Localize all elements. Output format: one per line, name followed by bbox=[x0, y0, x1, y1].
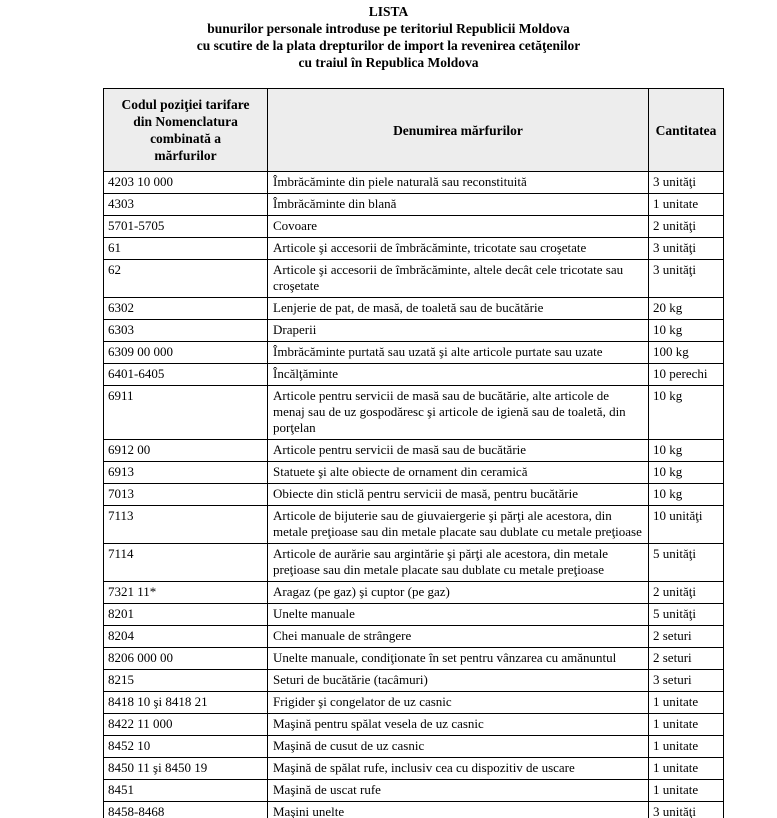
name-cell: Draperii bbox=[268, 320, 649, 342]
code-cell: 8452 10 bbox=[104, 736, 268, 758]
qty-cell: 1 unitate bbox=[649, 736, 724, 758]
header-cell-code bbox=[104, 89, 268, 172]
table-row bbox=[104, 298, 724, 320]
name-cell: Lenjerie de pat, de masă, de toaletă sau de bucătărie bbox=[268, 298, 649, 320]
qty-cell: 1 unitate bbox=[649, 714, 724, 736]
code-cell: 61 bbox=[104, 238, 268, 260]
table-body bbox=[104, 172, 724, 818]
table-row bbox=[104, 216, 724, 238]
table-row bbox=[104, 544, 724, 582]
qty-cell: 3 unităţi bbox=[649, 238, 724, 260]
name-cell: Covoare bbox=[268, 216, 649, 238]
name-cell: Îmbrăcăminte purtată sau uzată şi alte articole purtate sau uzate bbox=[268, 342, 649, 364]
code-cell: 7013 bbox=[104, 484, 268, 506]
code-cell: 8422 11 000 bbox=[104, 714, 268, 736]
qty-cell: 3 seturi bbox=[649, 670, 724, 692]
code-cell: 6911 bbox=[104, 386, 268, 440]
name-cell: Unelte manuale bbox=[268, 604, 649, 626]
table-row bbox=[104, 604, 724, 626]
code-cell: 8201 bbox=[104, 604, 268, 626]
document-title bbox=[0, 0, 777, 71]
table-row bbox=[104, 670, 724, 692]
name-cell: Maşină pentru spălat vesela de uz casnic bbox=[268, 714, 649, 736]
title-line-3: cu scutire de la plata drepturilor de import la revenirea cetăţenilor bbox=[196, 38, 581, 53]
code-cell: 6309 00 000 bbox=[104, 342, 268, 364]
code-cell: 7114 bbox=[104, 544, 268, 582]
table-row bbox=[104, 440, 724, 462]
qty-cell: 10 kg bbox=[649, 320, 724, 342]
code-cell: 4203 10 000 bbox=[104, 172, 268, 194]
code-cell: 6303 bbox=[104, 320, 268, 342]
code-cell: 7113 bbox=[104, 506, 268, 544]
table-row bbox=[104, 194, 724, 216]
qty-cell: 100 kg bbox=[649, 342, 724, 364]
name-cell: Chei manuale de strângere bbox=[268, 626, 649, 648]
header-cell-quantity: Cantitatea bbox=[649, 89, 724, 172]
title-line-4: cu traiul în Republica Moldova bbox=[298, 55, 479, 70]
table-row bbox=[104, 364, 724, 386]
code-cell: 8215 bbox=[104, 670, 268, 692]
name-cell: Articole pentru servicii de masă sau de bucătărie, alte articole de menaj sau de uz gospodăresc şi articole de igienă sau de toaletă, din porţelan bbox=[268, 386, 649, 440]
code-cell: 6401-6405 bbox=[104, 364, 268, 386]
name-cell: Îmbrăcăminte din blană bbox=[268, 194, 649, 216]
code-cell: 6912 00 bbox=[104, 440, 268, 462]
table-row bbox=[104, 582, 724, 604]
table-row bbox=[104, 462, 724, 484]
code-cell: 7321 11* bbox=[104, 582, 268, 604]
code-cell: 6302 bbox=[104, 298, 268, 320]
title-line-2: bunurilor personale introduse pe teritoriul Republicii Moldova bbox=[207, 21, 570, 36]
name-cell: Îmbrăcăminte din piele naturală sau reconstituită bbox=[268, 172, 649, 194]
table-row bbox=[104, 506, 724, 544]
qty-cell: 10 kg bbox=[649, 440, 724, 462]
title-line-main: LISTA bbox=[368, 4, 409, 19]
qty-cell: 1 unitate bbox=[649, 780, 724, 802]
qty-cell: 1 unitate bbox=[649, 692, 724, 714]
table-row bbox=[104, 342, 724, 364]
code-cell: 8458-8468 bbox=[104, 802, 268, 818]
header-code-line: Codul poziţiei tarifare bbox=[121, 97, 250, 112]
code-cell: 6913 bbox=[104, 462, 268, 484]
qty-cell: 1 unitate bbox=[649, 758, 724, 780]
qty-cell: 1 unitate bbox=[649, 194, 724, 216]
qty-cell: 3 unităţi bbox=[649, 802, 724, 818]
qty-cell: 2 seturi bbox=[649, 648, 724, 670]
table-row bbox=[104, 692, 724, 714]
name-cell: Maşină de spălat rufe, inclusiv cea cu dispozitiv de uscare bbox=[268, 758, 649, 780]
table-header-row bbox=[104, 89, 724, 172]
header-code-line: combinată a bbox=[150, 131, 221, 146]
name-cell: Articole şi accesorii de îmbrăcăminte, altele decât cele tricotate sau croşetate bbox=[268, 260, 649, 298]
table-row bbox=[104, 780, 724, 802]
table-row bbox=[104, 260, 724, 298]
qty-cell: 5 unităţi bbox=[649, 604, 724, 626]
table-row bbox=[104, 320, 724, 342]
table-row bbox=[104, 736, 724, 758]
code-cell: 8418 10 şi 8418 21 bbox=[104, 692, 268, 714]
code-cell: 62 bbox=[104, 260, 268, 298]
table-row bbox=[104, 484, 724, 506]
qty-cell: 10 kg bbox=[649, 484, 724, 506]
table-row bbox=[104, 172, 724, 194]
header-code-line: mărfurilor bbox=[154, 148, 217, 163]
qty-cell: 2 unităţi bbox=[649, 582, 724, 604]
code-cell: 8206 000 00 bbox=[104, 648, 268, 670]
name-cell: Obiecte din sticlă pentru servicii de masă, pentru bucătărie bbox=[268, 484, 649, 506]
qty-cell: 5 unităţi bbox=[649, 544, 724, 582]
name-cell: Încălţăminte bbox=[268, 364, 649, 386]
qty-cell: 2 seturi bbox=[649, 626, 724, 648]
name-cell: Frigider şi congelator de uz casnic bbox=[268, 692, 649, 714]
goods-table bbox=[103, 88, 724, 818]
table-row bbox=[104, 238, 724, 260]
name-cell: Seturi de bucătărie (tacâmuri) bbox=[268, 670, 649, 692]
qty-cell: 10 kg bbox=[649, 462, 724, 484]
qty-cell: 3 unităţi bbox=[649, 172, 724, 194]
table-row bbox=[104, 386, 724, 440]
table-row bbox=[104, 714, 724, 736]
header-cell-name: Denumirea mărfurilor bbox=[268, 89, 649, 172]
table-row bbox=[104, 802, 724, 818]
name-cell: Articole şi accesorii de îmbrăcăminte, tricotate sau croşetate bbox=[268, 238, 649, 260]
name-cell: Articole de bijuterie sau de giuvaiergerie şi părţi ale acestora, din metale preţioase sau din metale placate sau dublate cu metale preţioase bbox=[268, 506, 649, 544]
name-cell: Maşină de uscat rufe bbox=[268, 780, 649, 802]
qty-cell: 2 unităţi bbox=[649, 216, 724, 238]
qty-cell: 10 perechi bbox=[649, 364, 724, 386]
code-cell: 5701-5705 bbox=[104, 216, 268, 238]
qty-cell: 10 unităţi bbox=[649, 506, 724, 544]
name-cell: Aragaz (pe gaz) şi cuptor (pe gaz) bbox=[268, 582, 649, 604]
code-cell: 4303 bbox=[104, 194, 268, 216]
code-cell: 8204 bbox=[104, 626, 268, 648]
header-code-line: din Nomenclatura bbox=[133, 114, 238, 129]
name-cell: Statuete şi alte obiecte de ornament din ceramică bbox=[268, 462, 649, 484]
table-row bbox=[104, 758, 724, 780]
qty-cell: 10 kg bbox=[649, 386, 724, 440]
code-cell: 8451 bbox=[104, 780, 268, 802]
qty-cell: 20 kg bbox=[649, 298, 724, 320]
code-cell: 8450 11 şi 8450 19 bbox=[104, 758, 268, 780]
name-cell: Articole pentru servicii de masă sau de bucătărie bbox=[268, 440, 649, 462]
name-cell: Articole de aurărie sau argintărie şi părţi ale acestora, din metale preţioase sau din metale placate sau dublate cu metale preţioase bbox=[268, 544, 649, 582]
table-row bbox=[104, 648, 724, 670]
name-cell: Unelte manuale, condiţionate în set pentru vânzarea cu amănuntul bbox=[268, 648, 649, 670]
name-cell: Maşini unelte bbox=[268, 802, 649, 818]
qty-cell: 3 unităţi bbox=[649, 260, 724, 298]
table-row bbox=[104, 626, 724, 648]
name-cell: Maşină de cusut de uz casnic bbox=[268, 736, 649, 758]
